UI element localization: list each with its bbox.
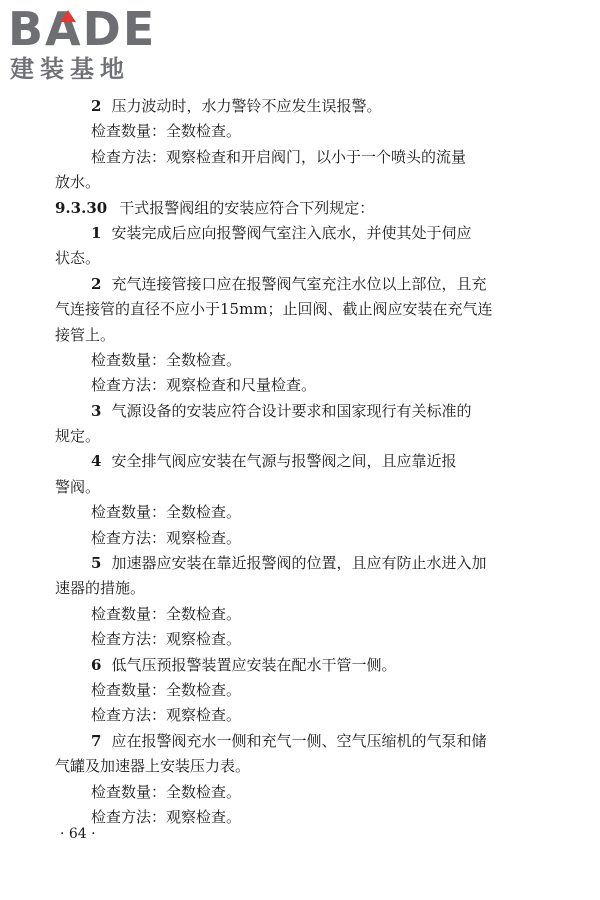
paragraph-text: 检查数量：全数检查。	[91, 604, 242, 623]
paragraph-text: 安装完成后应向报警阀气室注入底水，并使其处于伺应	[111, 223, 472, 242]
logo-brand: BADE	[8, 2, 157, 56]
paragraph-first-line	[55, 780, 545, 805]
document-body	[55, 94, 545, 830]
paragraph-text: 气连接管的直径不应小于15mm；止回阀、截止阀应安装在充气连	[55, 300, 493, 319]
paragraph-continuation-line	[55, 170, 545, 195]
paragraph-text: 检查数量：全数检查。	[91, 680, 242, 699]
item-number: 4	[91, 452, 102, 471]
paragraph-text: 放水。	[55, 173, 101, 192]
paragraph-text: 检查方法：观察检查和开启阀门，以小于一个喷头的流量	[91, 147, 467, 166]
paragraph-first-line	[55, 500, 545, 525]
paragraph-continuation-line	[55, 323, 545, 348]
paragraph-text: 检查方法：观察检查。	[91, 706, 242, 725]
item-number: 6	[91, 655, 102, 674]
item-number: 2	[91, 97, 102, 115]
paragraph-text: 检查方法：观察检查。	[91, 807, 242, 826]
paragraph-first-line	[55, 703, 545, 728]
paragraph-first-line	[55, 373, 545, 398]
paragraph-text: 充气连接管接口应在报警阀气室充注水位以上部位，且充	[111, 274, 487, 293]
logo-subtitle: 建装基地	[10, 55, 130, 83]
paragraph-first-line	[55, 449, 545, 474]
paragraph-text: 干式报警阀组的安装应符合下列规定：	[119, 198, 375, 217]
paragraph-first-line	[55, 678, 545, 703]
paragraph-first-line	[55, 221, 545, 246]
paragraph-first-line	[55, 119, 545, 144]
paragraph-continuation-line	[55, 297, 545, 322]
item-number: 7	[91, 731, 102, 750]
paragraph-first-line	[55, 805, 545, 830]
paragraph-text: 接管上。	[55, 325, 116, 344]
item-number: 2	[91, 274, 102, 293]
paragraph-text: 气罐及加速器上安装压力表。	[55, 757, 251, 776]
paragraph-text: 检查数量：全数检查。	[91, 350, 242, 369]
paragraph-text: 检查方法：观察检查。	[91, 528, 242, 547]
paragraph-first-line	[55, 627, 545, 652]
paragraph-text: 加速器应安装在靠近报警阀的位置，且应有防止水进入加	[111, 554, 487, 573]
paragraph-continuation-line	[55, 576, 545, 601]
paragraph-first-line	[55, 653, 545, 678]
paragraph-text: 检查数量：全数检查。	[91, 122, 242, 141]
paragraph-text: 压力波动时，水力警铃不应发生误报警。	[111, 97, 382, 115]
paragraph-first-line	[55, 272, 545, 297]
paragraph-first-line	[55, 551, 545, 576]
paragraph-text: 检查数量：全数检查。	[91, 782, 242, 801]
paragraph-text: 应在报警阀充水一侧和充气一侧、空气压缩机的气泵和储	[111, 731, 487, 750]
paragraph-text: 低气压预报警装置应安装在配水干管一侧。	[111, 655, 397, 674]
item-number: 5	[91, 554, 102, 573]
section-number: 9.3.30	[55, 198, 108, 217]
paragraph-text: 警阀。	[55, 477, 101, 496]
paragraph-first-line	[55, 145, 545, 170]
paragraph-continuation-line	[55, 754, 545, 779]
logo-accent-icon	[60, 10, 76, 22]
item-number: 3	[91, 401, 102, 420]
paragraph-first-line	[55, 729, 545, 754]
paragraph-text: 状态。	[55, 249, 101, 268]
paragraph-first-line	[55, 526, 545, 551]
paragraph-text: 检查方法：观察检查和尺量检查。	[91, 376, 317, 395]
paragraph-first-line	[55, 94, 545, 119]
paragraph-text: 规定。	[55, 427, 101, 446]
section-heading	[55, 196, 545, 221]
paragraph-text: 速器的措施。	[55, 579, 146, 598]
paragraph-first-line	[55, 348, 545, 373]
bade-logo	[8, 4, 178, 86]
paragraph-continuation-line	[55, 424, 545, 449]
item-number: 1	[91, 223, 102, 242]
paragraph-first-line	[55, 602, 545, 627]
paragraph-continuation-line	[55, 475, 545, 500]
page-number: · 64 ·	[60, 826, 96, 842]
paragraph-text: 检查方法：观察检查。	[91, 630, 242, 649]
paragraph-first-line	[55, 399, 545, 424]
paragraph-text: 气源设备的安装应符合设计要求和国家现行有关标准的	[111, 401, 472, 420]
paragraph-continuation-line	[55, 246, 545, 271]
paragraph-text: 检查数量：全数检查。	[91, 503, 242, 522]
paragraph-text: 安全排气阀应安装在气源与报警阀之间，且应靠近报	[111, 452, 457, 471]
